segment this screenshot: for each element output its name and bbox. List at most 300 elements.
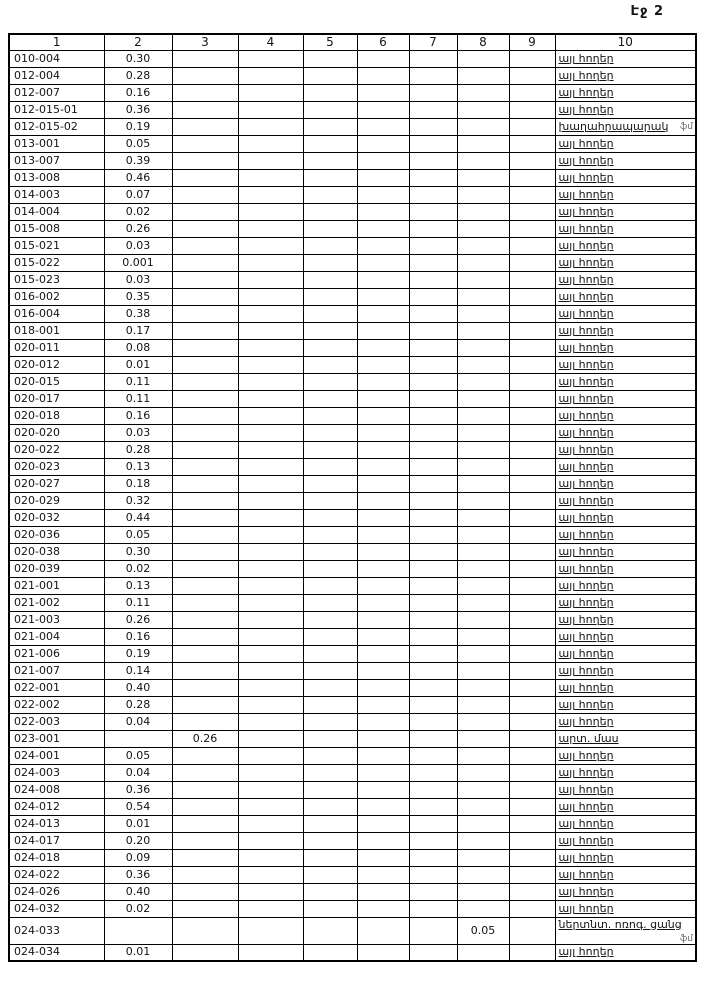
cell-value xyxy=(357,679,409,696)
cell-value xyxy=(409,526,457,543)
cell-value xyxy=(238,492,303,509)
cell-value xyxy=(172,373,238,390)
cell-landtype xyxy=(555,492,696,509)
cell-landtype xyxy=(555,577,696,594)
table-row xyxy=(9,373,696,390)
cell-code: 024-003 xyxy=(9,764,104,781)
cell-value: 0.09 xyxy=(104,849,172,866)
cell-value xyxy=(303,781,357,798)
landtype-text: այլ հողեր xyxy=(558,646,614,660)
cell-value xyxy=(457,815,509,832)
cell-value xyxy=(509,118,555,135)
cell-value xyxy=(238,356,303,373)
cell-value xyxy=(457,730,509,747)
cell-value xyxy=(409,169,457,186)
landtype-text: այլ հողեր xyxy=(558,255,614,269)
cell-value xyxy=(509,50,555,67)
cell-value: 0.20 xyxy=(104,832,172,849)
table-row xyxy=(9,220,696,237)
cell-value xyxy=(409,135,457,152)
cell-value: 0.30 xyxy=(104,543,172,560)
cell-code: 014-003 xyxy=(9,186,104,203)
cell-value xyxy=(409,764,457,781)
cell-value xyxy=(509,169,555,186)
landtype-text: այլ հողեր xyxy=(558,612,614,626)
cell-value xyxy=(238,373,303,390)
cell-value: 0.19 xyxy=(104,645,172,662)
cell-value xyxy=(172,696,238,713)
cell-value xyxy=(303,611,357,628)
cell-value xyxy=(357,237,409,254)
cell-value xyxy=(509,288,555,305)
cell-value xyxy=(509,203,555,220)
cell-value xyxy=(357,169,409,186)
cell-value xyxy=(509,373,555,390)
cell-value xyxy=(509,832,555,849)
cell-value xyxy=(303,883,357,900)
cell-value xyxy=(303,577,357,594)
cell-code: 024-013 xyxy=(9,815,104,832)
cell-value xyxy=(238,339,303,356)
cell-value xyxy=(409,288,457,305)
cell-value xyxy=(172,560,238,577)
cell-value xyxy=(457,594,509,611)
cell-value xyxy=(357,883,409,900)
cell-landtype xyxy=(555,866,696,883)
cell-code: 024-018 xyxy=(9,849,104,866)
cell-value xyxy=(409,492,457,509)
cell-value xyxy=(509,152,555,169)
cell-value xyxy=(509,441,555,458)
cell-value xyxy=(509,237,555,254)
cell-value xyxy=(172,509,238,526)
cell-landtype xyxy=(555,543,696,560)
cell-code: 020-022 xyxy=(9,441,104,458)
cell-value xyxy=(303,458,357,475)
cell-value: 0.04 xyxy=(104,764,172,781)
cell-value xyxy=(303,798,357,815)
cell-value xyxy=(172,679,238,696)
cell-value xyxy=(457,220,509,237)
cell-value xyxy=(238,305,303,322)
cell-value: 0.01 xyxy=(104,356,172,373)
landtype-text: այլ հողեր xyxy=(558,357,614,371)
table-row xyxy=(9,84,696,101)
landtype-text: խաղահրապարակ xyxy=(558,119,669,133)
landtype-text: այլ հողեր xyxy=(558,663,614,677)
column-header-7: 7 xyxy=(409,34,457,50)
cell-value xyxy=(357,475,409,492)
cell-value xyxy=(172,390,238,407)
cell-value xyxy=(409,730,457,747)
cell-value xyxy=(457,339,509,356)
cell-value xyxy=(357,944,409,961)
cell-value xyxy=(238,169,303,186)
cell-value xyxy=(509,594,555,611)
cell-value xyxy=(238,458,303,475)
cell-value xyxy=(409,186,457,203)
cell-landtype xyxy=(555,373,696,390)
cell-value xyxy=(303,944,357,961)
landtype-text: այլ հողեր xyxy=(558,221,614,235)
cell-value: 0.08 xyxy=(104,339,172,356)
cell-code: 020-027 xyxy=(9,475,104,492)
cell-value xyxy=(357,832,409,849)
cell-value xyxy=(509,305,555,322)
cell-value xyxy=(172,101,238,118)
column-header-5: 5 xyxy=(303,34,357,50)
cell-value xyxy=(238,424,303,441)
cell-value: 0.32 xyxy=(104,492,172,509)
cell-landtype xyxy=(555,917,696,944)
cell-value xyxy=(303,628,357,645)
header-row xyxy=(9,34,696,50)
cell-value: 0.11 xyxy=(104,594,172,611)
cell-value xyxy=(509,645,555,662)
cell-value xyxy=(457,84,509,101)
cell-value xyxy=(172,424,238,441)
cell-code: 020-032 xyxy=(9,509,104,526)
cell-value xyxy=(357,305,409,322)
landtype-text: այլ հողեր xyxy=(558,578,614,592)
table-row xyxy=(9,645,696,662)
cell-code: 021-001 xyxy=(9,577,104,594)
cell-code: 020-039 xyxy=(9,560,104,577)
cell-value xyxy=(303,390,357,407)
cell-landtype xyxy=(555,135,696,152)
table-row xyxy=(9,288,696,305)
cell-value xyxy=(172,662,238,679)
cell-value xyxy=(457,798,509,815)
cell-value xyxy=(238,50,303,67)
cell-code: 024-026 xyxy=(9,883,104,900)
cell-value xyxy=(357,356,409,373)
cell-code: 022-003 xyxy=(9,713,104,730)
cell-value xyxy=(172,713,238,730)
cell-value xyxy=(409,101,457,118)
cell-value xyxy=(172,543,238,560)
cell-value xyxy=(409,373,457,390)
cell-value xyxy=(409,50,457,67)
table-row xyxy=(9,917,696,944)
landtype-text: այլ հողեր xyxy=(558,527,614,541)
cell-value: 0.26 xyxy=(104,220,172,237)
cell-value xyxy=(457,713,509,730)
cell-value xyxy=(172,169,238,186)
cell-value xyxy=(509,662,555,679)
table-row xyxy=(9,883,696,900)
cell-value xyxy=(172,339,238,356)
cell-value xyxy=(303,322,357,339)
cell-landtype xyxy=(555,713,696,730)
cell-code: 020-018 xyxy=(9,407,104,424)
cell-value xyxy=(409,203,457,220)
table-row xyxy=(9,543,696,560)
cell-value xyxy=(357,781,409,798)
cell-value xyxy=(238,475,303,492)
cell-value xyxy=(457,747,509,764)
landtype-text: այլ հողեր xyxy=(558,561,614,575)
cell-value xyxy=(509,220,555,237)
cell-code: 016-004 xyxy=(9,305,104,322)
cell-value: 0.26 xyxy=(172,730,238,747)
cell-landtype xyxy=(555,322,696,339)
cell-value xyxy=(457,203,509,220)
cell-value xyxy=(238,390,303,407)
cell-value xyxy=(238,509,303,526)
cell-value xyxy=(303,679,357,696)
table-body xyxy=(9,50,696,961)
cell-value xyxy=(457,509,509,526)
cell-value xyxy=(457,662,509,679)
cell-value xyxy=(457,169,509,186)
cell-value: 0.02 xyxy=(104,560,172,577)
cell-value xyxy=(409,798,457,815)
cell-value xyxy=(303,594,357,611)
landtype-text: այլ հողեր xyxy=(558,816,614,830)
cell-value xyxy=(303,254,357,271)
cell-value xyxy=(409,866,457,883)
cell-value xyxy=(357,509,409,526)
landtype-text: այլ հողեր xyxy=(558,374,614,388)
landtype-text: այլ հողեր xyxy=(558,901,614,915)
cell-value xyxy=(457,492,509,509)
cell-value xyxy=(509,509,555,526)
cell-value xyxy=(357,543,409,560)
cell-landtype xyxy=(555,832,696,849)
cell-value xyxy=(172,67,238,84)
cell-value xyxy=(172,186,238,203)
cell-value: 0.07 xyxy=(104,186,172,203)
cell-value xyxy=(457,135,509,152)
landtype-text: այլ հողեր xyxy=(558,799,614,813)
cell-value xyxy=(509,917,555,944)
landtype-text: այլ հողեր xyxy=(558,289,614,303)
cell-landtype xyxy=(555,730,696,747)
cell-code: 010-004 xyxy=(9,50,104,67)
cell-landtype xyxy=(555,339,696,356)
table-row xyxy=(9,186,696,203)
cell-code: 021-004 xyxy=(9,628,104,645)
cell-value xyxy=(238,220,303,237)
cell-value xyxy=(457,866,509,883)
cell-value xyxy=(409,662,457,679)
table-row xyxy=(9,475,696,492)
cell-value xyxy=(303,407,357,424)
cell-value xyxy=(172,135,238,152)
table-row xyxy=(9,944,696,961)
cell-value xyxy=(238,679,303,696)
cell-value xyxy=(409,900,457,917)
cell-value xyxy=(509,944,555,961)
cell-value: 0.16 xyxy=(104,407,172,424)
cell-value xyxy=(172,577,238,594)
cell-value xyxy=(357,849,409,866)
cell-value xyxy=(457,407,509,424)
cell-value xyxy=(457,849,509,866)
cell-value xyxy=(303,339,357,356)
cell-value xyxy=(509,186,555,203)
cell-value xyxy=(409,628,457,645)
cell-value xyxy=(409,917,457,944)
cell-value: 0.46 xyxy=(104,169,172,186)
cell-landtype xyxy=(555,747,696,764)
cell-value: 0.16 xyxy=(104,84,172,101)
table-row xyxy=(9,441,696,458)
cell-value xyxy=(172,322,238,339)
cell-value xyxy=(409,254,457,271)
cell-code: 021-003 xyxy=(9,611,104,628)
cell-value xyxy=(172,50,238,67)
table-header xyxy=(9,34,696,50)
landtype-text: այլ հողեր xyxy=(558,442,614,456)
cell-value xyxy=(238,135,303,152)
cell-value xyxy=(357,390,409,407)
cell-value xyxy=(409,237,457,254)
cell-value xyxy=(357,135,409,152)
cell-value xyxy=(172,203,238,220)
cell-value xyxy=(238,101,303,118)
table-row xyxy=(9,50,696,67)
cell-code: 015-023 xyxy=(9,271,104,288)
cell-value xyxy=(409,560,457,577)
cell-code: 012-015-02 xyxy=(9,118,104,135)
cell-value xyxy=(357,628,409,645)
cell-landtype xyxy=(555,220,696,237)
cell-value xyxy=(409,322,457,339)
table-row xyxy=(9,254,696,271)
cell-value xyxy=(303,917,357,944)
cell-value xyxy=(303,543,357,560)
cell-value xyxy=(457,101,509,118)
cell-value xyxy=(238,764,303,781)
cell-value xyxy=(457,628,509,645)
cell-value xyxy=(409,475,457,492)
landtype-text: այլ հողեր xyxy=(558,204,614,218)
cell-value xyxy=(357,645,409,662)
table-row xyxy=(9,781,696,798)
table-row xyxy=(9,611,696,628)
cell-value xyxy=(303,492,357,509)
cell-value xyxy=(409,944,457,961)
landtype-text: այլ հողեր xyxy=(558,544,614,558)
cell-value xyxy=(303,288,357,305)
cell-landtype xyxy=(555,509,696,526)
cell-value xyxy=(457,900,509,917)
cell-value xyxy=(357,900,409,917)
cell-value xyxy=(457,305,509,322)
cell-value xyxy=(172,254,238,271)
cell-value xyxy=(409,458,457,475)
cell-value xyxy=(457,322,509,339)
cell-value: 0.36 xyxy=(104,781,172,798)
cell-value: 0.17 xyxy=(104,322,172,339)
table-row xyxy=(9,679,696,696)
cell-value xyxy=(303,271,357,288)
cell-value xyxy=(509,67,555,84)
table-row xyxy=(9,866,696,883)
cell-value xyxy=(509,475,555,492)
cell-value xyxy=(238,543,303,560)
cell-value xyxy=(303,67,357,84)
cell-code: 015-008 xyxy=(9,220,104,237)
cell-value xyxy=(409,543,457,560)
column-header-9: 9 xyxy=(509,34,555,50)
cell-landtype xyxy=(555,560,696,577)
cell-value: 0.35 xyxy=(104,288,172,305)
table-row xyxy=(9,577,696,594)
cell-value xyxy=(409,849,457,866)
cell-value xyxy=(457,764,509,781)
margin-note: ֆմ xyxy=(680,121,693,132)
cell-value xyxy=(457,424,509,441)
table-row xyxy=(9,509,696,526)
landtype-text: այլ հողեր xyxy=(558,782,614,796)
cell-value xyxy=(357,764,409,781)
table-row xyxy=(9,356,696,373)
cell-landtype xyxy=(555,169,696,186)
cell-value xyxy=(457,67,509,84)
cell-value xyxy=(457,645,509,662)
cell-value xyxy=(409,339,457,356)
cell-landtype xyxy=(555,458,696,475)
cell-value xyxy=(409,390,457,407)
cell-value: 0.39 xyxy=(104,152,172,169)
cell-value xyxy=(509,254,555,271)
cell-value xyxy=(238,713,303,730)
cell-code: 024-017 xyxy=(9,832,104,849)
cell-value xyxy=(457,883,509,900)
table-row xyxy=(9,271,696,288)
cell-value xyxy=(457,611,509,628)
cell-value xyxy=(238,84,303,101)
landtype-text: այլ հողեր xyxy=(558,170,614,184)
cell-value xyxy=(457,254,509,271)
cell-value xyxy=(238,152,303,169)
table-row xyxy=(9,237,696,254)
table-row xyxy=(9,832,696,849)
column-header-3: 3 xyxy=(172,34,238,50)
cell-value xyxy=(357,560,409,577)
landtype-text: այլ հողեր xyxy=(558,748,614,762)
cell-value xyxy=(303,560,357,577)
cell-value xyxy=(409,747,457,764)
cell-value xyxy=(172,747,238,764)
cell-value xyxy=(238,917,303,944)
cell-value xyxy=(509,577,555,594)
cell-value xyxy=(238,118,303,135)
cell-value xyxy=(357,730,409,747)
cell-value xyxy=(357,458,409,475)
cell-value: 0.40 xyxy=(104,679,172,696)
cell-value xyxy=(357,322,409,339)
cell-value xyxy=(457,944,509,961)
table-row xyxy=(9,713,696,730)
cell-code: 020-038 xyxy=(9,543,104,560)
cell-value xyxy=(357,577,409,594)
cell-value xyxy=(357,339,409,356)
cell-value xyxy=(409,713,457,730)
cell-value xyxy=(409,679,457,696)
cell-value xyxy=(238,288,303,305)
cell-landtype xyxy=(555,883,696,900)
cell-value: 0.01 xyxy=(104,815,172,832)
cell-value: 0.05 xyxy=(457,917,509,944)
column-header-8: 8 xyxy=(457,34,509,50)
cell-value: 0.05 xyxy=(104,135,172,152)
cell-value xyxy=(303,373,357,390)
cell-value: 0.28 xyxy=(104,696,172,713)
